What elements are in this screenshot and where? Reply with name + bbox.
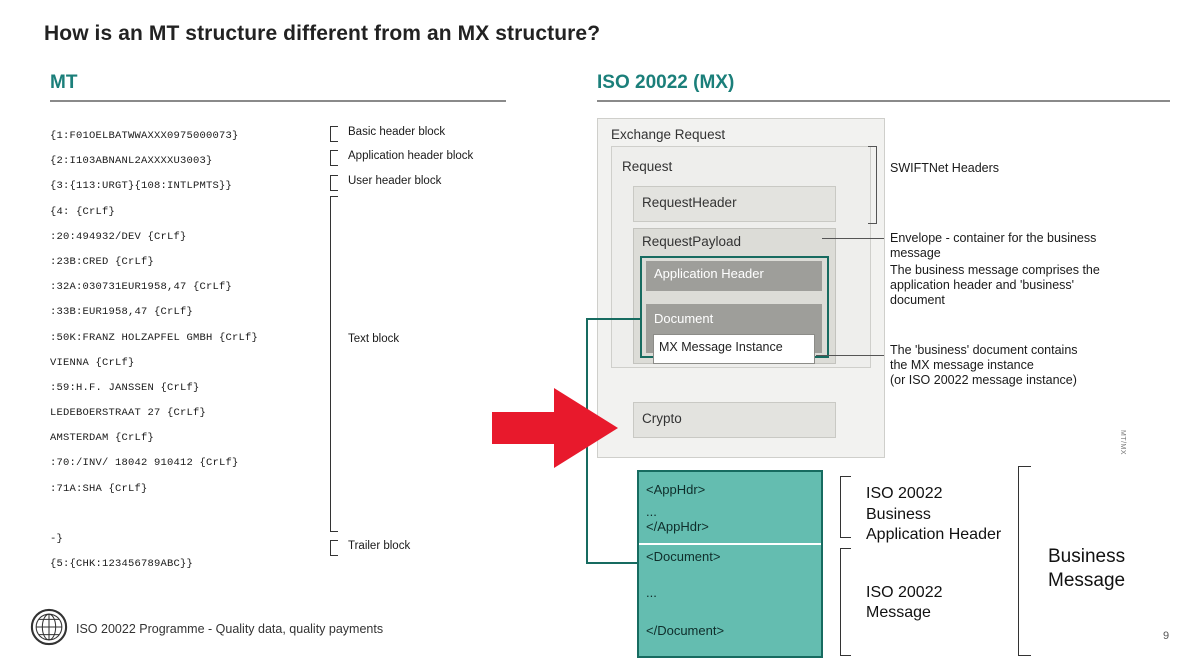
request-label: Request <box>622 159 673 174</box>
mt-line: :59:H.F. JANSSEN {CrLf} <box>50 381 200 394</box>
label-trailer-block: Trailer block <box>348 540 411 552</box>
mt-line: :32A:030731EUR1958,47 {CrLf} <box>50 281 233 294</box>
label-iso-app-header-line3: Application Header <box>866 526 1002 543</box>
mt-line: :33B:EUR1958,47 {CrLf} <box>50 306 194 319</box>
mx-message-instance-label: MX Message Instance <box>659 340 783 354</box>
mt-line: AMSTERDAM {CrLf} <box>50 432 155 445</box>
bracket-text-block <box>330 196 338 532</box>
bracket-user-header <box>330 175 338 191</box>
mt-column-heading: MT <box>50 72 78 93</box>
label-iso-message-line2: Message <box>866 604 931 621</box>
bracket-iso-business-application-header <box>840 476 851 538</box>
connector-bottom-to-xml <box>586 562 637 564</box>
mt-line: :50K:FRANZ HOLZAPFEL GMBH {CrLf} <box>50 331 259 344</box>
bracket-swiftnet-headers <box>868 146 877 224</box>
bracket-business-message <box>1018 466 1031 656</box>
label-business-message-line1: Business <box>1048 546 1126 567</box>
xml-document-open: <Document> <box>646 549 721 564</box>
annotation-document-line3: (or ISO 20022 message instance) <box>890 373 1077 387</box>
label-iso-app-header-line2: Business <box>866 506 931 523</box>
mt-line: {3:{113:URGT}{108:INTLPMTS}} <box>50 180 233 193</box>
request-payload-label: RequestPayload <box>642 234 742 249</box>
page-number: 9 <box>1163 630 1170 642</box>
bracket-application-header <box>330 150 338 166</box>
mx-column-heading: ISO 20022 (MX) <box>597 72 735 93</box>
xml-document-close: </Document> <box>646 623 725 638</box>
annotation-envelope-line2: message <box>890 246 941 260</box>
mx-heading-rule <box>597 100 1170 102</box>
page-title: How is an MT structure different from an MX structure? <box>44 22 601 45</box>
annotation-envelope-line1: Envelope - container for the business <box>890 231 1097 245</box>
label-iso-app-header-line1: ISO 20022 <box>866 485 943 502</box>
footer-text: ISO 20022 Programme - Quality data, quality payments <box>76 622 384 636</box>
mt-line: -} <box>50 533 64 545</box>
label-application-header-block: Application header block <box>348 150 474 162</box>
red-arrow-icon <box>492 386 620 470</box>
label-iso-message-line1: ISO 20022 <box>866 584 943 601</box>
annotation-business-message-line3: document <box>890 293 945 307</box>
mt-heading-rule <box>50 100 506 102</box>
request-header-label: RequestHeader <box>642 195 737 210</box>
mt-line: :20:494932/DEV {CrLf} <box>50 230 187 243</box>
globe-icon <box>30 608 68 646</box>
mt-line: {2:I103ABNANL2AXXXXU3003} <box>50 155 213 168</box>
annotation-document-line1: The 'business' document contains <box>890 343 1078 357</box>
mt-line: {4: {CrLf} <box>50 205 116 218</box>
mt-line: {5:{CHK:123456789ABC}} <box>50 558 194 571</box>
mt-line: VIENNA {CrLf} <box>50 356 135 369</box>
mt-line <box>50 502 340 527</box>
label-business-message-line2: Message <box>1048 570 1126 591</box>
side-code-text: MT/MX <box>1119 430 1126 456</box>
label-user-header-block: User header block <box>348 175 442 187</box>
xml-apphdr-open: <AppHdr> <box>646 482 706 497</box>
exchange-request-label: Exchange Request <box>611 127 726 142</box>
xml-block-divider <box>639 543 821 545</box>
annotation-business-message-line1: The business message comprises the <box>890 263 1100 277</box>
xml-document-dots: ... <box>646 585 657 600</box>
leader-envelope <box>822 238 884 239</box>
mt-line: :23B:CRED {CrLf} <box>50 255 155 268</box>
mt-message-text <box>50 124 340 577</box>
mt-line: :71A:SHA {CrLf} <box>50 482 148 495</box>
annotation-swiftnet-headers: SWIFTNet Headers <box>890 161 1000 175</box>
bracket-basic-header <box>330 126 338 142</box>
label-text-block: Text block <box>348 333 400 345</box>
annotation-document-line2: the MX message instance <box>890 358 1034 372</box>
document-label: Document <box>654 311 714 326</box>
mt-line: :70:/INV/ 18042 910412 {CrLf} <box>50 457 239 470</box>
xml-apphdr-close: </AppHdr> <box>646 519 709 534</box>
mt-line: {1:F01OELBATWWAXXX0975000073} <box>50 130 239 142</box>
crypto-label: Crypto <box>642 411 682 426</box>
application-header-label: Application Header <box>654 266 764 281</box>
mt-line: LEDEBOERSTRAAT 27 {CrLf} <box>50 407 207 420</box>
leader-business-document <box>816 355 884 356</box>
connector-top-to-frame <box>586 318 640 320</box>
bracket-iso-message <box>840 548 851 656</box>
xml-apphdr-dots: ... <box>646 504 657 519</box>
annotation-business-message-line2: application header and 'business' <box>890 278 1075 292</box>
label-basic-header-block: Basic header block <box>348 126 446 138</box>
bracket-trailer-block <box>330 540 338 556</box>
